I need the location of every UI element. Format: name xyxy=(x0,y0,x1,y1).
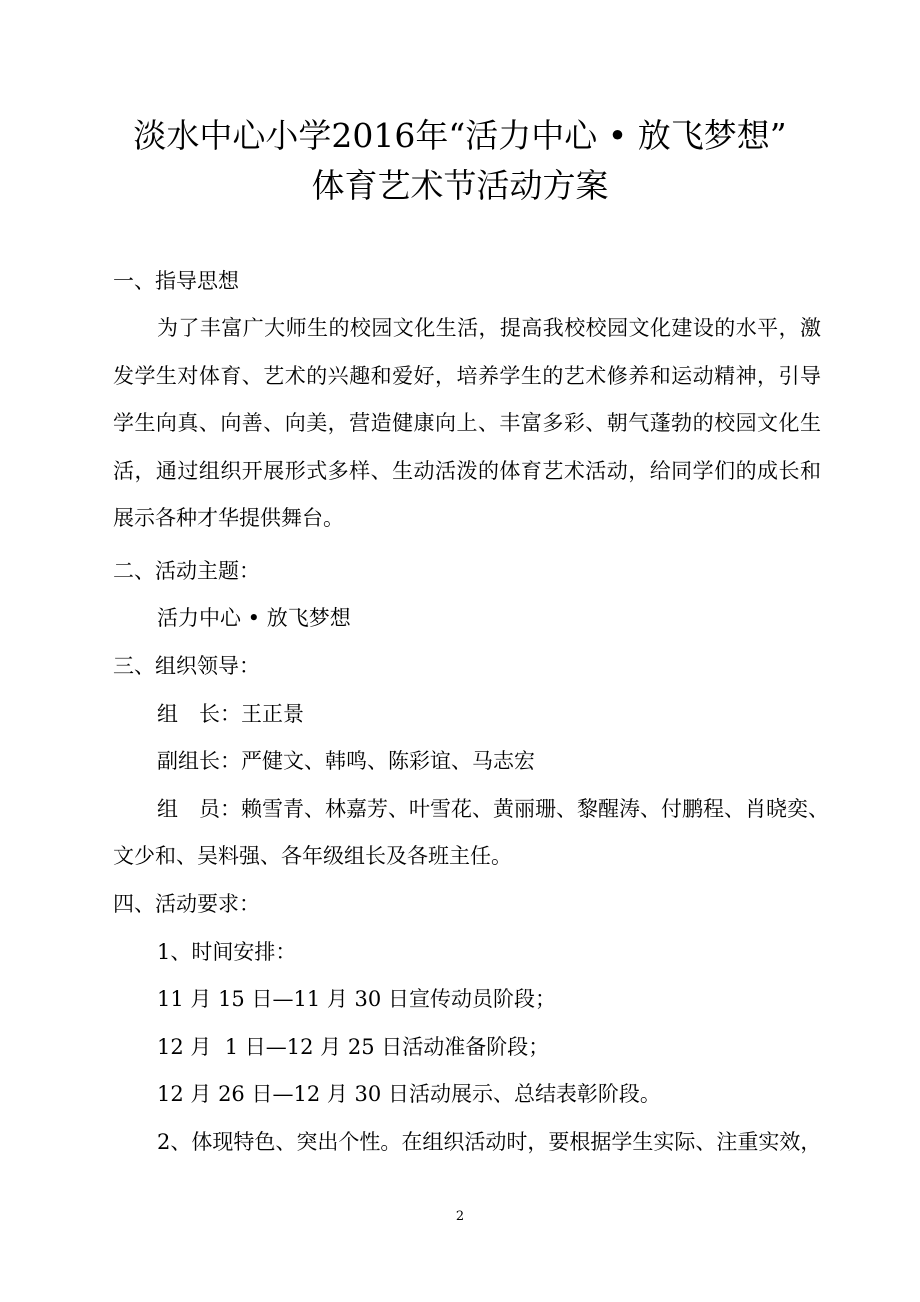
members-line-1: 组 员：赖雪青、林嘉芳、叶雪花、黄丽珊、黎醒涛、付鹏程、肖晓奕、 xyxy=(157,797,829,821)
section-heading-requirements: 四、活动要求： xyxy=(113,892,260,916)
schedule-line-1: 11 月 15 日—11 月 30 日宣传动员阶段； xyxy=(157,987,556,1011)
schedule-line-2: 12 月 1 日—12 月 25 日活动准备阶段； xyxy=(157,1035,550,1059)
guiding-thought-paragraph: 为了丰富广大师生的校园文化生活，提高我校校园文化建设的水平，激发学生对体育、艺术的兴趣和爱好，培养学生的艺术修养和运动精神，引导学生向真、向善、向美，营造健康向上、丰富多彩、朝气蓬勃的校园文化生活，通过组织开展形式多样、生动活泼的体育艺术活动，给同学们的成长和展示各种才华提供舞台。 xyxy=(113,316,821,531)
section-heading-leadership: 三、组织领导： xyxy=(113,654,260,678)
section-heading-theme: 二、活动主题： xyxy=(113,559,260,583)
members-line-2: 文少和、吴料强、各年级组长及各班主任。 xyxy=(113,844,512,868)
section-heading-guiding-thought: 一、指导思想 xyxy=(113,269,239,293)
requirement-item-1-heading: 1、时间安排： xyxy=(157,940,297,964)
requirement-item-2: 2、体现特色、突出个性。在组织活动时，要根据学生实际、注重实效， xyxy=(157,1130,822,1154)
theme-text: 活力中心 • 放飞梦想 xyxy=(157,606,351,630)
schedule-line-3: 12 月 26 日—12 月 30 日活动展示、总结表彰阶段。 xyxy=(157,1082,661,1106)
deputy-leaders-line: 副组长：严健文、韩鸣、陈彩谊、马志宏 xyxy=(157,749,535,773)
leader-line: 组 长：王正景 xyxy=(157,702,304,726)
document-title-line-1: 淡水中心小学2016年“活力中心 • 放飞梦想” xyxy=(133,116,787,155)
document-title-line-2: 体育艺术节活动方案 xyxy=(311,166,609,205)
page-number: 2 xyxy=(455,1209,465,1224)
